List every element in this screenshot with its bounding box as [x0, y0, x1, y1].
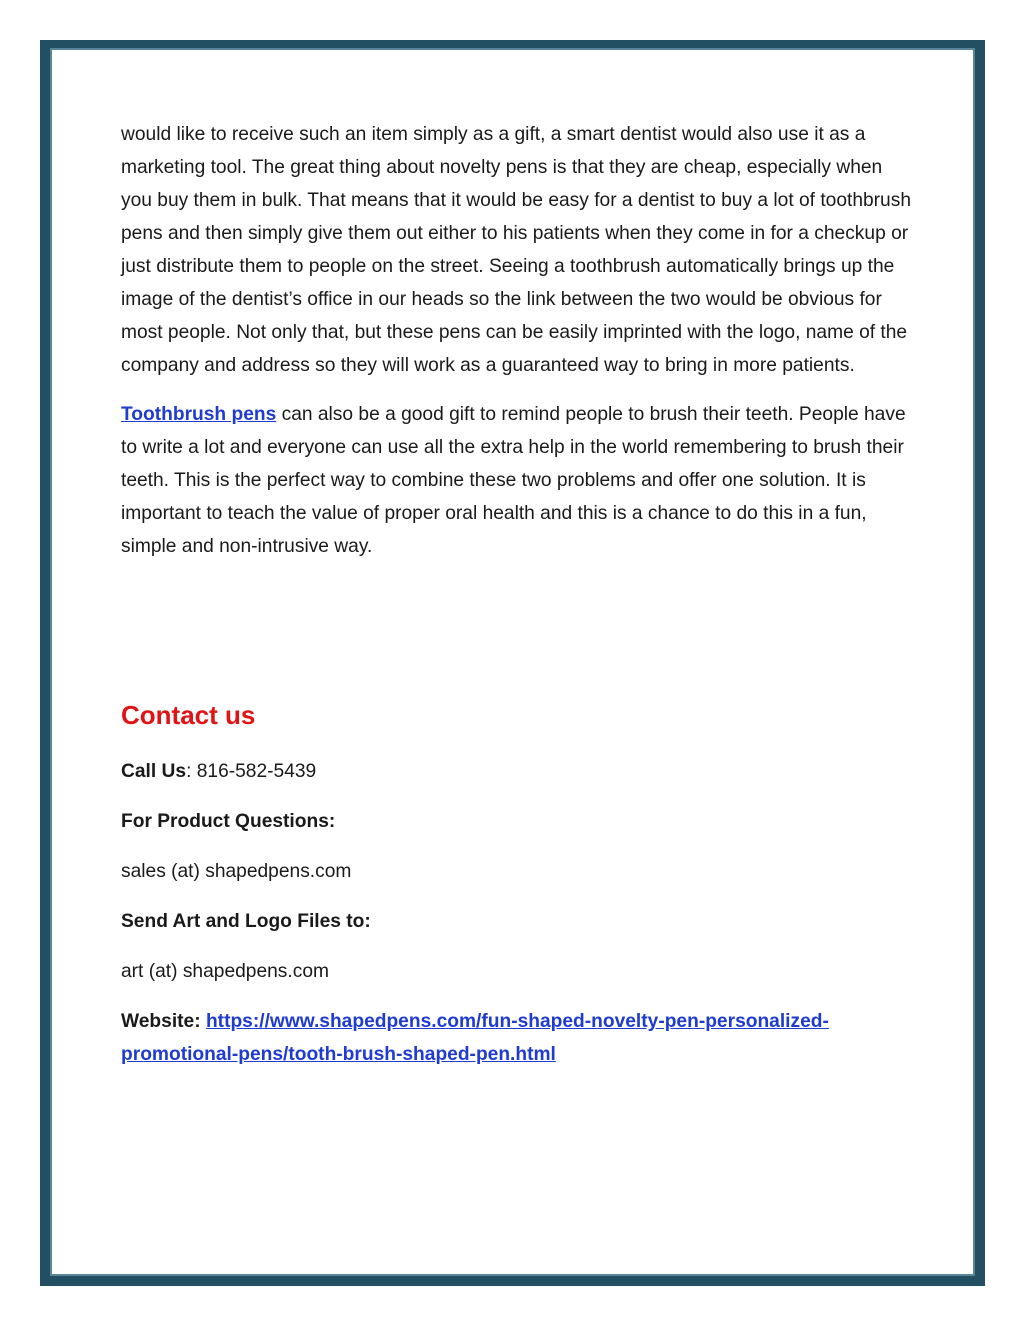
product-questions-label: For Product Questions:	[121, 811, 336, 832]
body-paragraph-2-text: can also be a good gift to remind people to brush their teeth. People have to write a lot and everyone can use all the extra help in the world remembering to brush their teeth. This is the perfect way to combine these two problems and offer one solution. It is important to teach the value of proper oral health and this is a chance to do this in a fun, simple and non-intrusive way.	[121, 404, 906, 557]
product-questions-email: sales (at) shapedpens.com	[121, 861, 352, 882]
body-paragraph-2	[121, 398, 911, 563]
call-us-separator: :	[186, 761, 197, 782]
website-line	[121, 1005, 911, 1071]
art-files-email: art (at) shapedpens.com	[121, 961, 329, 982]
contact-heading: Contact us	[121, 700, 256, 730]
body-paragraph-1: would like to receive such an item simply as a gift, a smart dentist would also use it as a marketing tool. The great thing about novelty pens is that they are cheap, especially when you buy them in bulk. That means that it would be easy for a dentist to buy a lot of toothbrush pens and then simply give them out either to his patients when they come in for a checkup or just distribute them to people on the street. Seeing a toothbrush automatically brings up the image of the dentist’s office in our heads so the link between the two would be obvious for most people. Not only that, but these pens can be easily imprinted with the logo, name of the company and address so they will work as a guaranteed way to bring in more patients.	[121, 124, 911, 376]
toothbrush-pens-link[interactable]: Toothbrush pens	[121, 404, 277, 425]
document-content	[121, 118, 911, 1065]
call-us-phone: 816-582-5439	[196, 761, 317, 782]
art-files-label: Send Art and Logo Files to:	[121, 911, 371, 932]
call-us-label: Call Us	[121, 761, 187, 782]
website-link[interactable]: https://www.shapedpens.com/fun-shaped-novelty-pen-personalized-promotional-pens/tooth-brush-shaped-pen.html	[121, 1011, 829, 1065]
contact-block	[121, 755, 911, 1071]
website-label: Website:	[121, 1011, 206, 1032]
call-us-line	[121, 755, 911, 788]
